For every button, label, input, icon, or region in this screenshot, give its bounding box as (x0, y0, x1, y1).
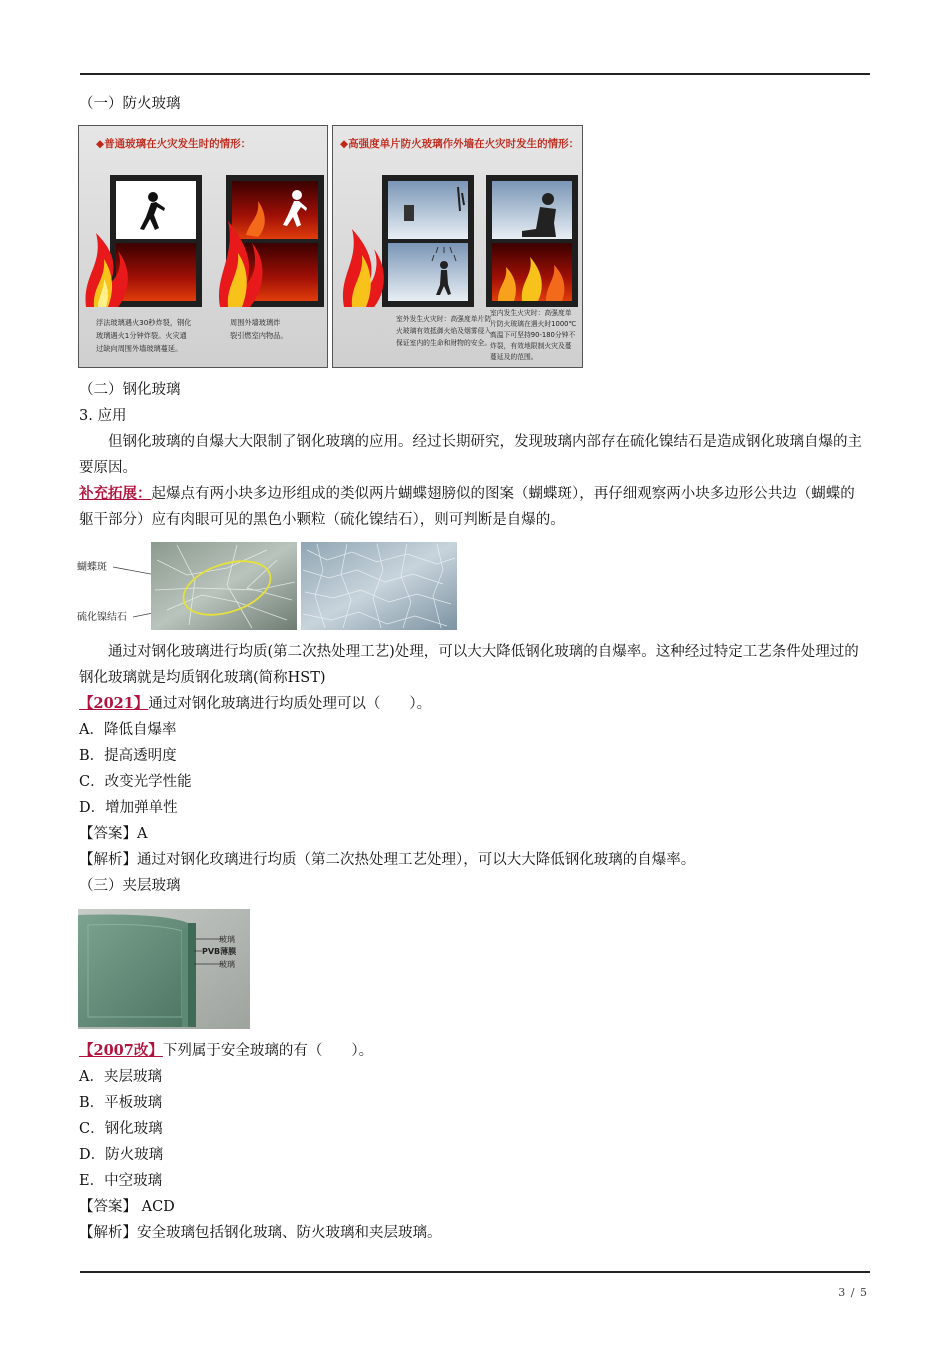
caption-4-line-4: 炸裂，有效地限制火灾及蔓 (490, 342, 572, 350)
question-2-tag: 【2007改】 (79, 1042, 163, 1059)
question-2-stem (79, 1038, 373, 1064)
question-2-option-b: B．平板玻璃 (79, 1095, 163, 1111)
butterfly-spot-label: 蝴蝶斑 (77, 562, 107, 573)
nickel-sulfide-label: 硫化镍结石 (77, 612, 127, 623)
caption-3-line-3: 保证室内的生命和财物的安全。 (396, 339, 492, 347)
question-2-option-e: E．中空玻璃 (79, 1173, 163, 1189)
question-1-text: 通过对钢化玻璃进行均质处理可以（ ）。 (148, 696, 432, 712)
question-1-analysis: 【解析】通过对钢化玫璃进行均质（第二次热处理工艺处理），可以大大降低钢化玻璃的自爆率。 (79, 852, 696, 868)
section-tempered-glass: （二）钢化玻璃 (79, 382, 181, 398)
question-1-option-b: B．提高透明度 (79, 748, 177, 764)
seated-person-icon (404, 205, 414, 221)
right-panel-title: ◆高强度单片防火玻璃作外墙在火灾时发生的情形： (340, 138, 580, 150)
broken-glass-figure (77, 540, 459, 632)
layer-label-pvb: PVB薄膜 (202, 947, 237, 956)
question-2-analysis: 【解析】安全玻璃包括钢化玻璃、防火玻璃和夹层玻璃。 (79, 1225, 442, 1241)
question-1-option-d: D．增加弹单性 (79, 800, 178, 816)
section-application: 3. 应用 (79, 408, 127, 424)
laminated-glass-figure (78, 909, 250, 1029)
header-rule (80, 73, 870, 75)
supplement-label: 补充拓展： (79, 485, 152, 502)
section-fire-glass: （一）防火玻璃 (79, 96, 181, 112)
caption-3-line-2: 火玻璃有效抵御火焰及烟雾侵入， (396, 327, 498, 335)
question-2-answer: 【答案】 ACD (79, 1199, 175, 1215)
caption-2-line-2: 裂引燃室内物品。 (230, 331, 288, 340)
supplement-text: 起爆点有两小块多边形组成的类似两片蝴蝶翅膀似的图案（蝴蝶斑），再仔细观察两小块多边形公共边（蝴蝶的躯干部分）应有肉眼可见的黑色小颗粒（硫化镍结石），则可判断是自爆的。 (79, 486, 855, 528)
caption-1-line-1: 浮法玻璃遇火30秒炸裂，钢化 (96, 318, 192, 327)
supplement-paragraph (79, 481, 867, 533)
question-1-tag: 【2021】 (79, 695, 149, 712)
question-1-option-a: A．降低自爆率 (79, 722, 177, 738)
caption-4-line-5: 蔓延及的范围。 (490, 353, 538, 361)
caption-2-line-1: 周围外墙玻璃炸 (230, 318, 281, 327)
question-2-option-d: D．防火玻璃 (79, 1147, 164, 1163)
shattered-glass-photo (301, 542, 457, 630)
caption-4-line-3: 高温下可坚持90-180分钟不 (490, 331, 576, 339)
paragraph-heat-soak-text: 通过对钢化玻璃进行均质(第二次热处理工艺)处理，可以大大降低钢化玻璃的自爆率。这种经过特定工艺条件处理过的钢化玻璃就是均质钢化玻璃(简称HST) (79, 644, 859, 686)
paragraph-heat-soak (79, 639, 867, 691)
caption-4-line-1: 室内发生火灾时：高强度单 (490, 309, 572, 317)
caption-4-line-2: 片防火玻璃在遇火时1000℃ (490, 320, 577, 328)
caption-3-line-1: 室外发生火灾时：高强度单片防 (396, 315, 492, 323)
question-1-stem (79, 691, 431, 717)
paragraph-self-explosion-text: 但钢化玻璃的自爆大大限制了钢化玻璃的应用。经过长期研究，发现玻璃内部存在硫化镍结石是造成钢化玻璃自爆的主要原因。 (79, 434, 862, 476)
glass-pane (78, 914, 188, 1027)
fire-glass-figure (78, 125, 584, 369)
question-2-text: 下列属于安全玻璃的有（ ）。 (162, 1043, 374, 1059)
caption-1-line-2: 玻璃遇火1分钟炸裂。火灾通 (96, 331, 187, 340)
layer-label-glass-bottom: 玻璃 (219, 960, 235, 969)
question-2-option-a: A．夹层玻璃 (79, 1069, 162, 1085)
layer-label-glass-top: 玻璃 (219, 935, 235, 944)
question-2-option-c: C．钢化玻璃 (79, 1121, 163, 1137)
paragraph-self-explosion (79, 429, 867, 481)
section-laminated-glass: （三）夹层玻璃 (79, 878, 181, 894)
footer-rule (80, 1271, 870, 1273)
page-number: 3 / 5 (838, 1286, 868, 1299)
question-1-option-c: C．改变光学性能 (79, 774, 192, 790)
question-1-answer: 【答案】A (79, 826, 148, 842)
caption-1-line-3: 过缺向周围外墙玻璃蔓延。 (96, 344, 183, 353)
left-panel-title: ◆普通玻璃在火灾发生时的情形： (96, 138, 252, 150)
